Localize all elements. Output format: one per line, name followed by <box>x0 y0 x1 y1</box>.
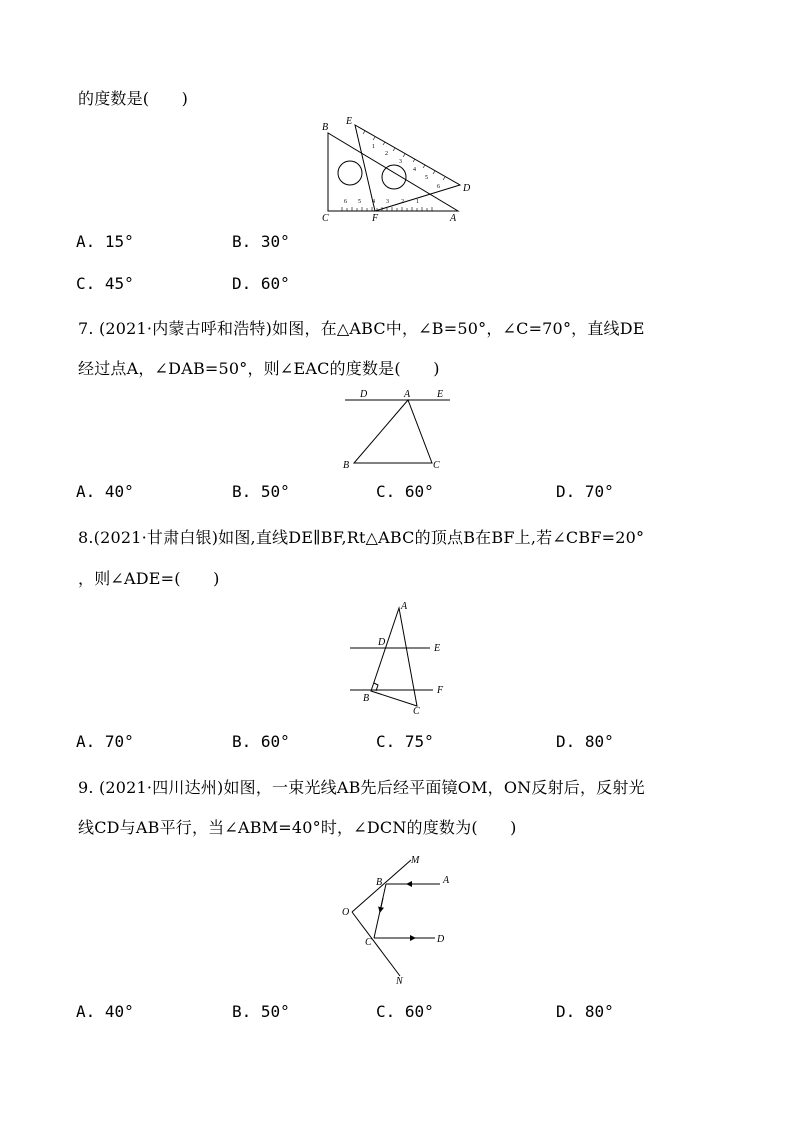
q9-stem-line2: 线CD与AB平行，当∠ABM=40°时，∠DCN的度数为( ) <box>78 818 517 837</box>
label-C: C <box>322 213 329 224</box>
ruler-num-6: 6 <box>344 199 347 205</box>
q7-stem-line1: 7. (2021·内蒙古呼和浩特)如图，在△ABC中，∠B=50°，∠C=70°，直线DE <box>78 319 645 338</box>
q9-option-d[interactable]: D. 80° <box>556 1002 614 1021</box>
q7-option-a[interactable]: A. 40° <box>76 482 134 501</box>
triangle-ABC <box>371 608 417 706</box>
q7-option-b[interactable]: B. 50° <box>232 482 290 501</box>
q7-option-d[interactable]: D. 70° <box>556 482 614 501</box>
slant-num-4: 4 <box>413 167 416 173</box>
q8-option-b[interactable]: B. 60° <box>232 732 290 751</box>
slant-num-6: 6 <box>437 184 440 190</box>
q8-option-c[interactable]: C. 75° <box>376 732 434 751</box>
label-D: D <box>378 637 386 648</box>
q6-option-b[interactable]: B. 30° <box>232 232 290 251</box>
ruler-num-4: 4 <box>372 199 375 205</box>
q6-stem-tail: 的度数是( ) <box>78 89 189 108</box>
label-B: B <box>376 877 383 888</box>
hole-left <box>338 161 362 185</box>
slant-num-1: 1 <box>372 144 375 150</box>
label-A: A <box>450 213 457 224</box>
slant-num-3: 3 <box>399 159 402 165</box>
q8-figure <box>345 598 455 716</box>
triangle-ABC <box>354 400 432 463</box>
label-C: C <box>433 460 440 471</box>
slant-num-2: 2 <box>385 151 388 157</box>
label-D: D <box>360 389 368 400</box>
label-B: B <box>343 460 350 471</box>
q7-stem-line2: 经过点A，∠DAB=50°，则∠EAC的度数是( ) <box>78 359 440 378</box>
q9-figure <box>335 848 460 988</box>
label-F: F <box>372 213 379 224</box>
ruler-num-5: 5 <box>358 199 361 205</box>
set-square-left <box>328 133 458 211</box>
slant-num-5: 5 <box>425 175 428 181</box>
q8-stem-line2: ，则∠ADE=( ) <box>78 569 220 588</box>
label-A: A <box>404 389 411 400</box>
ruler-num-2: 2 <box>401 199 404 205</box>
label-A: A <box>443 875 450 886</box>
q8-option-d[interactable]: D. 80° <box>556 732 614 751</box>
q6-option-c[interactable]: C. 45° <box>76 274 134 293</box>
q8-stem-line1: 8.(2021·甘肃白银)如图,直线DE∥BF,Rt△ABC的顶点B在BF上,若∠CBF=20° <box>78 528 645 547</box>
slant-ruler-ticks <box>363 131 445 180</box>
label-F: F <box>437 685 444 696</box>
q9-option-a[interactable]: A. 40° <box>76 1002 134 1021</box>
label-B: B <box>322 122 329 133</box>
q7-figure <box>340 385 460 473</box>
label-D: D <box>463 183 471 194</box>
ruler-num-3: 3 <box>386 199 389 205</box>
label-E: E <box>434 643 441 654</box>
q9-option-b[interactable]: B. 50° <box>232 1002 290 1021</box>
label-C: C <box>413 706 420 717</box>
label-M: M <box>411 855 420 866</box>
q9-option-c[interactable]: C. 60° <box>376 1002 434 1021</box>
label-B: B <box>363 693 370 704</box>
q8-option-a[interactable]: A. 70° <box>76 732 134 751</box>
hole-right <box>382 165 406 189</box>
q6-option-d[interactable]: D. 60° <box>232 274 290 293</box>
mirror-ON <box>352 912 400 976</box>
label-D: D <box>437 934 445 945</box>
label-C: C <box>365 937 372 948</box>
set-square-right <box>355 125 460 211</box>
q7-option-c[interactable]: C. 60° <box>376 482 434 501</box>
q6-option-a[interactable]: A. 15° <box>76 232 134 251</box>
q9-stem-line1: 9. (2021·四川达州)如图，一束光线AB先后经平面镜OM，ON反射后，反射光 <box>78 778 645 797</box>
q6-figure <box>320 115 470 225</box>
label-O: O <box>342 907 350 918</box>
ruler-num-1: 1 <box>416 199 419 205</box>
label-E: E <box>437 389 444 400</box>
label-N: N <box>396 976 403 987</box>
label-E: E <box>346 116 353 127</box>
label-A: A <box>401 601 408 612</box>
